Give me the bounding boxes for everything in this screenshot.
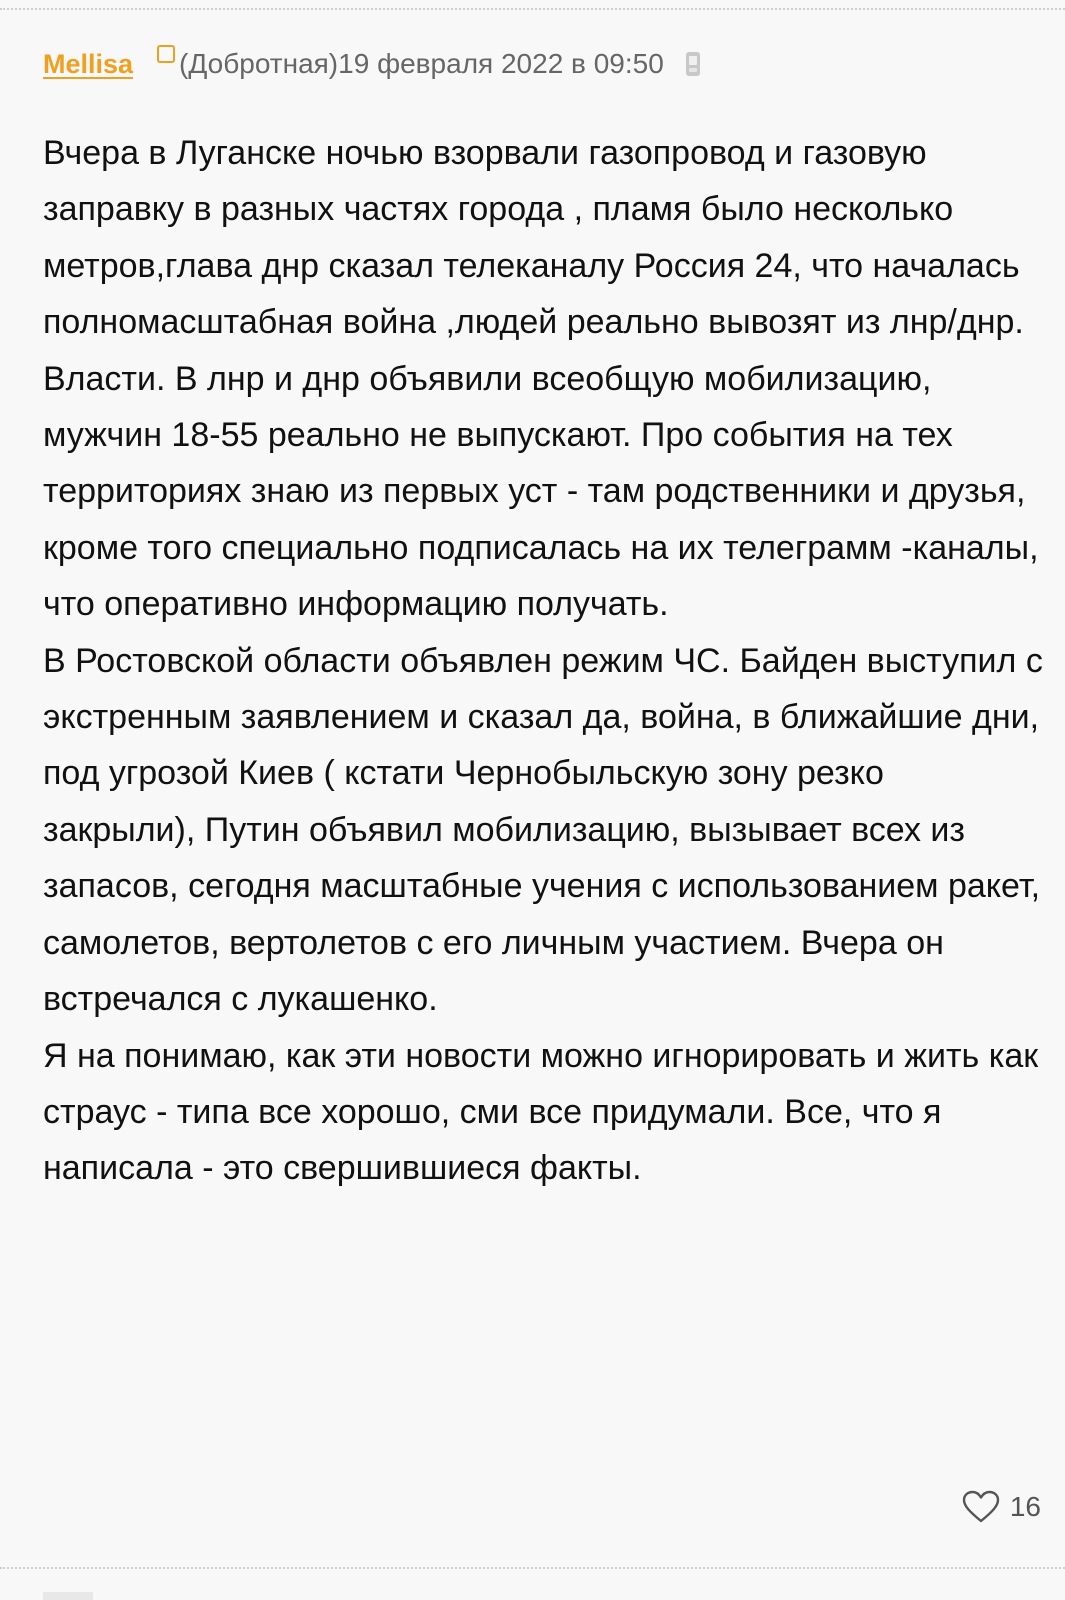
comment-paragraph: В Ростовской области объявлен режим ЧС. Байден выступил с экстренным заявлением и сказал да, война, в ближайшие дни, под угрозой Киев ( кстати Чернобыльскую зону резко закрыли), Путин объявил мобилизацию, вызывает всех из запасов, сегодня масштабные учения с использованием ракет, самолетов, вертолетов с его личным участием. Вчера он встречался с лукашенко.: [43, 641, 1043, 1019]
comment-paragraph: Вчера в Луганске ночью взорвали газопровод и газовую заправку в разных частях города , пламя было несколько метров,глава днр сказал телеканалу Россия 24, что началась полномасштабная война ,людей реально вывозят из лнр/днр. Власти. В лнр и днр объявили всеобщую мобилизацию, мужчин 18-55 реально не выпускают. Про события на тех территориях знаю из первых уст - там родственники и друзья, кроме того специально подписалась на их телеграмм -каналы, что оперативно информацию получать.: [43, 134, 1039, 624]
post-date: 19 февраля 2022 в 09:50: [338, 48, 664, 79]
next-comment-stub: [43, 1592, 93, 1600]
comment-body: [43, 125, 1043, 1197]
bottom-divider: [0, 1567, 1065, 1569]
comment-header: [43, 44, 700, 84]
author-rank: (Добротная): [179, 48, 339, 79]
author-link[interactable]: Mellisa: [43, 48, 134, 79]
like-count: 16: [1009, 1491, 1041, 1522]
heart-outline-icon[interactable]: [962, 1490, 1000, 1524]
status-square-icon: [157, 45, 175, 63]
top-divider: [0, 8, 1065, 10]
comment-paragraph: Я на понимаю, как эти новости можно игнорировать и жить как страус - типа все хорошо, сми все придумали. Все, что я написала - это свершившиеся факты.: [43, 1036, 1039, 1188]
like-button[interactable]: [962, 1490, 1041, 1524]
mobile-phone-icon: [686, 52, 700, 76]
